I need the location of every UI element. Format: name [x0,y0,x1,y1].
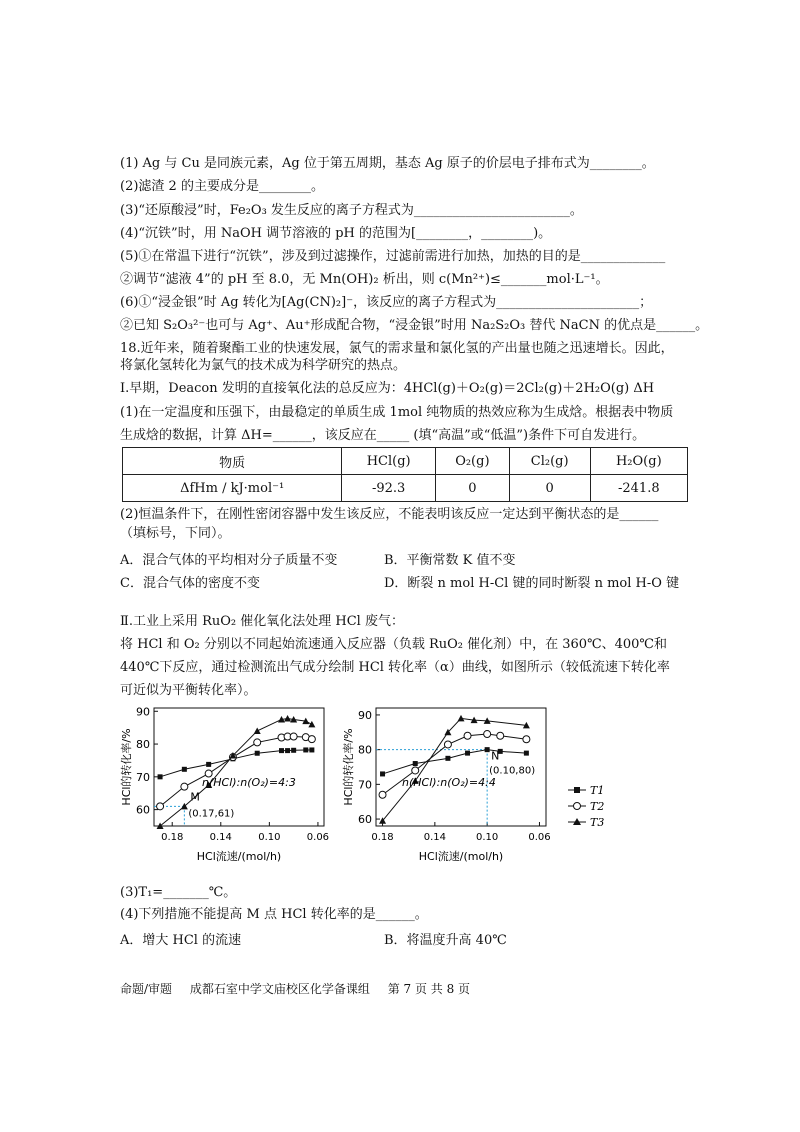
table-cell: H₂O(g) [590,448,687,475]
option-a: A．混合气体的平均相对分子质量不变 [120,553,338,568]
y-tick-label: 90 [136,705,150,719]
table-cell: 0 [509,475,590,502]
legend-label-t3: T3 [590,816,605,829]
data-point-t2 [412,767,419,774]
legend-marker-t2 [574,803,581,810]
y-tick-label: 80 [136,738,150,752]
x-tick-label: 0.18 [371,832,394,843]
q1-line: (1) Ag 与 Cu 是同族元素，Ag 位于第五周期，基态 Ag 原子的价层电子排布式为________。 [120,156,655,171]
part2-title: Ⅱ.工业上采用 RuO₂ 催化氧化法处理 HCl 废气： [120,614,404,629]
q18-2-line-2: （填标号，下同）。 [120,526,231,541]
data-point-t2 [444,741,451,748]
x-tick-label: 0.06 [306,832,330,843]
y-axis-label: HCl的转化率/% [120,728,133,806]
y-tick-label: 60 [136,803,150,817]
x-tick-label: 0.14 [209,832,232,843]
y-tick-label: 70 [136,770,150,784]
part2-line: 440℃下反应，通过检测流出气成分绘制 HCl 转化率（α）曲线，如图所示（较低流速下转化率 [120,660,670,675]
data-point-t1 [465,751,470,756]
data-point-t2 [290,733,297,740]
legend-label-t1: T1 [590,784,605,797]
x-axis-label: HCl流速/(mol/h) [196,850,282,863]
data-point-t2 [181,783,188,790]
option-c: C．混合气体的密度不变 [120,576,260,591]
data-point-t1 [158,774,163,779]
data-point-t2 [157,803,164,810]
plot-frame [154,708,324,826]
data-point-t3 [284,715,291,722]
q4-measure-line: (4)下列措施不能提高 M 点 HCl 转化率的是______。 [120,907,428,922]
data-point-t3 [254,727,261,734]
data-point-t2 [523,736,530,743]
table-cell: ΔfHm / kJ·mol⁻¹ [123,475,342,502]
q18-intro-line: 18.近年来，随着聚酯工业的快速发展，氯气的需求量和氯化氢的产出量也随之迅速增长。因此， [120,341,674,356]
q6a-line: (6)①“浸金银”时 Ag 转化为[Ag(CN)₂]⁻，该反应的离子方程式为______________________； [120,295,653,310]
data-point-t1 [380,771,385,776]
data-point-t1 [485,747,490,752]
legend-marker-t1 [574,787,580,793]
option-d: D．断裂 n mol H-Cl 键的同时断裂 n mol H-O 键 [384,576,680,591]
data-point-t1 [445,756,450,761]
point-coord-label: (0.17,61) [188,808,235,820]
ratio-label: n(HCl):n(O₂)=4:4 [402,776,496,789]
data-point-t2 [379,791,386,798]
q5a-line: (5)①在常温下进行“沉铁”，涉及到过滤操作，过滤前需进行加热，加热的目的是_____________ [120,249,666,264]
chart-legend [566,782,626,832]
q18-1-line-2: 生成焓的数据，计算 ΔH=______，该反应在_____ (填“高温”或“低温”)条件下可自发进行。 [120,428,646,443]
part2-line: 可近似为平衡转化率）。 [120,683,257,698]
legend-label-t2: T2 [590,800,605,813]
data-point-t2 [254,739,261,746]
data-point-t1 [206,762,211,767]
table-cell: -241.8 [590,475,687,502]
q4-line: (4)“沉铁”时，用 NaOH 调节溶液的 pH 的范围为[________，________)。 [120,226,552,241]
x-axis-label: HCl流速/(mol/h) [418,850,504,863]
ratio-label: n(HCl):n(O₂)=4:3 [202,776,296,789]
data-point-t3 [458,715,465,722]
point-name-label: M [190,790,200,804]
data-point-t1 [524,751,529,756]
table-cell: -92.3 [342,475,436,502]
page-footer [120,980,484,997]
q3-temp-line: (3)T₁=_______℃。 [120,885,237,900]
table-cell: 物质 [123,448,342,475]
x-tick-label: 0.14 [423,832,446,843]
series-line-t1 [160,750,312,777]
table-cell: HCl(g) [342,448,436,475]
q4-option-a: A．增大 HCl 的流速 [120,933,242,948]
x-tick-label: 0.10 [476,832,499,843]
part2-line: 将 HCl 和 O₂ 分别以不同起始流速通入反应器（负载 RuO₂ 催化剂）中，在 360℃、400℃和 [120,637,667,652]
option-b: B．平衡常数 K 值不变 [384,553,516,568]
data-point-t1 [285,748,290,753]
footer-page: 第 7 页 共 8 页 [387,982,471,996]
table-cell: 0 [436,475,510,502]
q5b-line: ②调节“滤液 4”的 pH 至 8.0，无 Mn(OH)₂ 析出，则 c(Mn²⁺)≤_______mol·L⁻¹。 [120,272,609,287]
footer-group: 成都石室中学文庙校区化学备课组 [189,982,370,996]
data-point-t1 [413,761,418,766]
conversion-chart-left [118,700,336,880]
data-point-t2 [497,732,504,739]
table-row [123,475,688,502]
q18-1-line: (1)在一定温度和压强下，由最稳定的单质生成 1mol 纯物质的热效应称为生成焓。根据表中物质 [120,405,674,420]
point-coord-label: (0.10,80) [489,765,536,777]
enthalpy-table [122,447,688,502]
data-point-t1 [309,747,314,752]
y-tick-label: 90 [358,708,372,722]
point-name-label: N [491,749,500,763]
conversion-chart-right [340,700,562,880]
table-header-row [123,448,688,475]
data-point-t3 [308,721,315,728]
y-axis-label: HCl的转化率/% [342,728,355,806]
y-tick-label: 70 [358,778,372,792]
data-point-t1 [291,748,296,753]
data-point-t2 [308,736,315,743]
q3-line: (3)“还原酸浸”时，Fe₂O₃ 发生反应的离子方程式为________________________。 [120,203,583,218]
y-tick-label: 80 [358,743,372,757]
data-point-t1 [279,748,284,753]
table-cell: O₂(g) [436,448,510,475]
data-point-t1 [182,767,187,772]
table-cell: Cl₂(g) [509,448,590,475]
data-point-t2 [484,731,491,738]
y-tick-label: 60 [358,813,372,827]
x-tick-label: 0.06 [528,832,551,843]
q2-line: (2)滤渣 2 的主要成分是________。 [120,179,324,194]
q18-2-line: (2)恒温条件下，在刚性密闭容器中发生该反应，不能表明该反应一定达到平衡状态的是______ [120,507,659,522]
q4-option-b: B．将温度升高 40℃ [384,933,507,948]
footer-author: 命题/审题 [120,982,173,996]
q6b-line: ②已知 S₂O₃²⁻也可与 Ag⁺、Au⁺形成配合物，“浸金银”时用 Na₂S₂O₃ 替代 NaCN 的优点是______。 [120,318,709,333]
data-point-t2 [464,732,471,739]
x-tick-label: 0.18 [161,832,184,843]
data-point-t1 [303,747,308,752]
x-tick-label: 0.10 [258,832,281,843]
data-point-t1 [255,751,260,756]
deacon-line: Ⅰ.早期，Deacon 发明的直接氧化法的总反应为：4HCl(g)＋O₂(g)＝2Cl₂(g)＋2H₂O(g) ΔH [120,381,655,396]
q18-intro-line-2: 将氯化氢转化为氯气的技术成为科学研究的热点。 [120,358,407,373]
